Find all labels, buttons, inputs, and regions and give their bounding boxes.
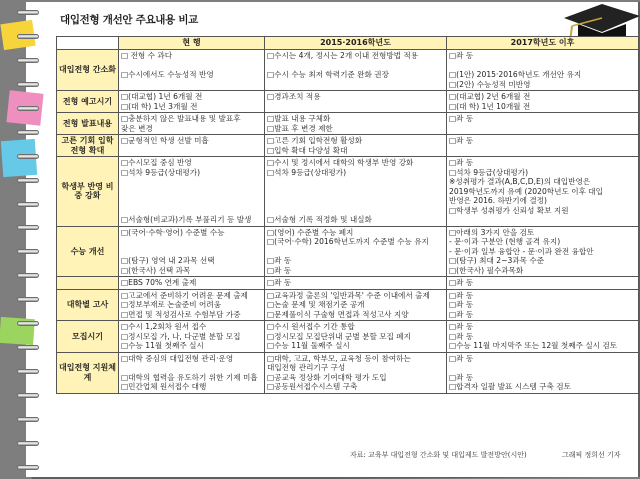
cell-line: □좌 동: [449, 309, 474, 319]
cell-2015-2016: [265, 289, 447, 321]
cell-line: - 문·이과 구분안 (현행 골격 유지): [449, 237, 561, 246]
cell-line: □좌 동: [449, 114, 474, 123]
cell-line: □면접 및 적성검사로 수험부담 가중: [121, 309, 241, 319]
cell-line: 대입전형 관리기구 구성: [267, 363, 346, 372]
cell-line: □(대 학) 1년 3개월 전: [121, 101, 198, 111]
cell-line: □좌 동: [449, 51, 474, 60]
source-note: 자료: 교육부 대입전형 간소화 및 대입제도 발전방안(시안): [350, 451, 527, 459]
cell-line: □(1안) 2015·2016학년도 개선안 유지: [449, 70, 582, 79]
cell-current: [119, 135, 265, 157]
cell-line: [267, 61, 444, 71]
cell-line: 반영은 2016. 하반기에 결정): [449, 196, 547, 205]
cell-current: [119, 113, 265, 135]
cell-2017: [447, 135, 639, 157]
cell-line: [267, 187, 444, 197]
cell-line: □문제풀이식 구술형 면접과 적성고사 지양: [267, 309, 409, 319]
cell-line: □좌 동: [449, 372, 474, 382]
cell-line: □(영어) 수준별 수능 폐지: [267, 227, 354, 237]
cell-line: 잦은 변경: [121, 123, 153, 133]
cell-line: □균형적인 학생 선발 미흡: [121, 136, 209, 145]
header-current: 현 행: [119, 37, 265, 50]
cell-line: □(2안) 수능성적 미반영: [449, 79, 531, 89]
header-2017: 2017학년도 이후: [447, 37, 639, 50]
cell-line: □좌 동: [449, 300, 474, 309]
cell-line: □수시 1,2회차 원서 접수: [121, 322, 207, 331]
cell-line: □서술형 기록 적정화 및 내실화: [267, 215, 372, 224]
table-row: [57, 352, 639, 393]
cell-2017: [447, 113, 639, 135]
cell-line: □고른 기회 입학전형 활성화: [267, 136, 363, 145]
cell-current: [119, 157, 265, 227]
cell-line: □좌 동: [449, 331, 474, 341]
cell-current: [119, 277, 265, 290]
row-category: 모집시기: [57, 321, 119, 353]
cell-line: [121, 206, 262, 216]
graphic-credit: 그래픽 정희선 기자: [562, 451, 621, 459]
cell-2017: [447, 321, 639, 353]
cell-line: [449, 61, 636, 71]
cell-2017: [447, 91, 639, 113]
cell-line: [121, 187, 262, 197]
cell-line: □발표 내용 구체화: [267, 114, 331, 123]
cell-line: □공동원서접수시스템 구축: [267, 382, 358, 391]
cell-line: □입학 확대 다양성 확대: [267, 145, 348, 155]
cell-line: [121, 363, 262, 373]
cell-line: □(국어·수학) 2016학년도까지 수준별 수능 유지: [267, 237, 429, 246]
cell-line: □민간업체 원서접수 대행: [121, 382, 207, 391]
cell-line: □수능 11월 첫째주 실시: [121, 341, 204, 350]
cell-current: [119, 50, 265, 91]
cell-line: □(한국사) 필수과목화: [449, 265, 524, 275]
table-row: [57, 50, 639, 91]
cell-line: □정보부재로 논술준비 어려움: [121, 300, 222, 309]
cell-2015-2016: [265, 352, 447, 393]
cell-line: □(국어·수학·영어) 수준별 수능: [121, 227, 225, 237]
row-category: 대입전형 지원체계: [57, 352, 119, 393]
row-category: 고른 기회 입학전형 확대: [57, 135, 119, 157]
cell-2015-2016: [265, 157, 447, 227]
cell-2017: [447, 289, 639, 321]
cell-2017: [447, 352, 639, 393]
cell-line: □좌 동: [449, 353, 474, 363]
cell-line: □석차 9등급(상대평가): [267, 167, 347, 177]
cell-line: □수능 11월 둘째주 실시: [267, 341, 350, 350]
cell-line: □(탐구) 최대 2~3과목 수준: [449, 256, 545, 265]
cell-line: [121, 237, 262, 247]
table-body: [57, 50, 639, 394]
table-row: [57, 113, 639, 135]
table-row: [57, 289, 639, 321]
cell-line: [121, 177, 262, 187]
cell-line: □수시는 4개, 정시는 2개 이내 전형방법 적용: [267, 51, 419, 60]
cell-line: [121, 196, 262, 206]
row-category: 대학별 고사: [57, 289, 119, 321]
cell-line: □좌 동: [449, 290, 474, 300]
cell-line: □좌 동: [267, 256, 292, 265]
cell-current: [119, 91, 265, 113]
cell-2017: [447, 277, 639, 290]
cell-line: 2019학년도까지 유예 (2020학년도 이후 대입: [449, 186, 603, 196]
cell-line: □(대교협) 2년 6개월 전: [449, 92, 531, 101]
row-category: 대입전형 간소화: [57, 50, 119, 91]
cell-line: □수시 원서접수 기간 통합: [267, 322, 355, 331]
cell-2015-2016: [265, 277, 447, 290]
header-corner: [57, 37, 119, 50]
cell-line: □좌 동: [449, 278, 474, 287]
cell-line: □(대교협) 1년 6개월 전: [121, 92, 203, 101]
cell-line: □아래의 3가지 안을 검토: [449, 227, 535, 237]
cell-line: □석차 9등급(상대평가): [449, 167, 529, 177]
cell-line: □학생부 성취평가 신뢰성 확보 지원: [449, 205, 569, 215]
row-category: 학생부 반영 비중 강화: [57, 157, 119, 227]
table-title: 대입전형 개선안 주요내용 비교: [60, 14, 199, 26]
cell-line: □고교에서 준비하기 어려운 문제 출제: [121, 290, 248, 300]
row-category: 수능 개선: [57, 226, 119, 277]
table-row: [57, 135, 639, 157]
table-row: [57, 321, 639, 353]
cell-line: □충분하지 않은 발표내용 및 발표후: [121, 114, 241, 123]
cell-line: □정시모집 가, 나, 다군별 분할 모집: [121, 331, 241, 341]
cell-line: [267, 247, 444, 257]
cell-line: [267, 206, 444, 216]
cell-line: ※성취평가 결과(A,B,C,D,E)의 대입반영은: [449, 177, 591, 186]
cell-line: □EBS 70% 연계 출제: [121, 278, 197, 287]
cell-line: □합격자 일괄 발표 시스템 구축 검토: [449, 382, 571, 391]
cell-line: □대학, 고교, 학부모, 교육청 등이 참여하는: [267, 353, 411, 363]
cell-2015-2016: [265, 91, 447, 113]
header-2015-2016: 2015·2016학년도: [265, 37, 447, 50]
cell-line: □수능 11월 마지막주 또는 12월 첫째주 실시 검토: [449, 341, 618, 350]
cell-line: □좌 동: [267, 278, 292, 287]
comparison-table: [56, 36, 639, 394]
cell-line: □교육과정 출론의 '일반과목' 수준 이내에서 출제: [267, 290, 430, 300]
cell-line: - 문·이과 일부 융합안 - 문·이과 완전 융합안: [449, 246, 594, 256]
spiral-binding: [17, 10, 39, 470]
cell-line: [449, 363, 636, 373]
cell-2015-2016: [265, 113, 447, 135]
cell-line: □좌 동: [449, 136, 474, 145]
cell-2017: [447, 157, 639, 227]
cell-current: [119, 226, 265, 277]
cell-line: □좌 동: [267, 265, 292, 275]
cell-line: □논술 문제 및 채점기준 공개: [267, 300, 365, 309]
cell-2017: [447, 50, 639, 91]
table-row: [57, 277, 639, 290]
cell-line: □(대 학) 1년 10개월 전: [449, 101, 531, 111]
cell-2015-2016: [265, 50, 447, 91]
cell-line: □수시모집 중심 반영: [121, 158, 192, 167]
table-row: [57, 157, 639, 227]
cell-2015-2016: [265, 135, 447, 157]
cell-line: □정시모집 모집단위내 군별 분할 모집 폐지: [267, 331, 411, 341]
cell-line: □수시에서도 수능성적 반영: [121, 70, 214, 79]
cell-2017: [447, 226, 639, 277]
cell-line: □공교육 정상화 기여대학 평가 도입: [267, 372, 387, 382]
cell-line: □(한국사) 선택 과목: [121, 265, 191, 275]
cell-line: □ 전형 수 과다: [121, 51, 173, 60]
table-row: [57, 226, 639, 277]
cell-line: □(탐구) 영역 내 2과목 선택: [121, 256, 215, 265]
cell-line: [267, 177, 444, 187]
table-header-row: [57, 37, 639, 50]
cell-line: [267, 196, 444, 206]
cell-line: □좌 동: [449, 158, 474, 167]
cell-line: □서술형(비교과)기록 부풀리기 등 발생: [121, 215, 252, 224]
cell-2015-2016: [265, 321, 447, 353]
cell-current: [119, 352, 265, 393]
cell-line: □수시 및 정시에서 대학의 학생부 반영 강화: [267, 158, 414, 167]
cell-line: □석차 9등급(상대평가): [121, 167, 201, 177]
row-category: 전형 발표내용: [57, 113, 119, 135]
cell-2015-2016: [265, 226, 447, 277]
cell-line: □대학의 협력을 유도하기 위한 기제 미흡: [121, 372, 258, 382]
cell-line: □발표 후 변경 제한: [267, 123, 333, 133]
cell-line: □좌 동: [449, 322, 474, 331]
cell-line: □수시 수능 최저 학력기준 완화 권장: [267, 70, 389, 79]
cell-line: [121, 247, 262, 257]
cell-line: □경과조치 적용: [267, 92, 321, 101]
cell-line: □대학 중심의 대입전형 관리·운영: [121, 353, 234, 363]
row-category: [57, 277, 119, 290]
cell-current: [119, 289, 265, 321]
cell-line: [121, 61, 262, 71]
row-category: 전형 예고시기: [57, 91, 119, 113]
cell-current: [119, 321, 265, 353]
table-row: [57, 91, 639, 113]
